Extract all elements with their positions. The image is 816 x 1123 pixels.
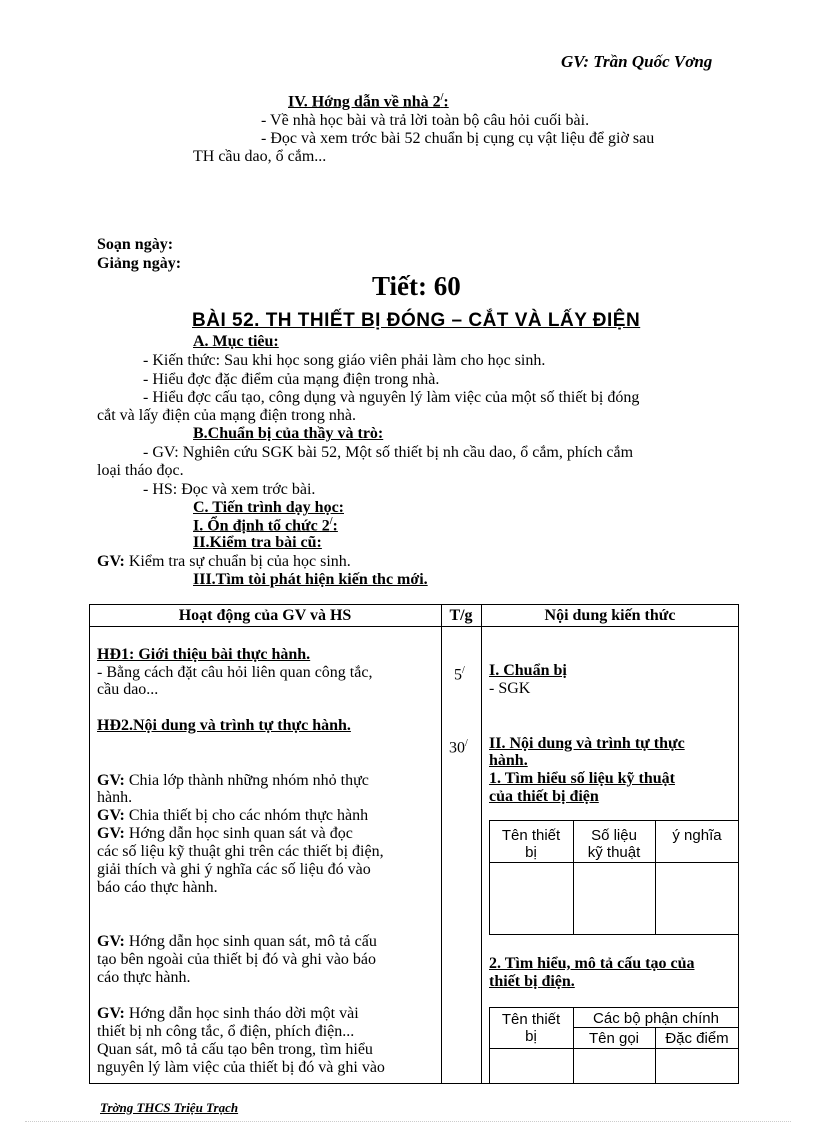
r4-title-line-1: 2. Tìm hiểu, mô tả cấu tạo của	[489, 955, 695, 972]
table-divider-2	[481, 604, 482, 1084]
time-2	[449, 735, 468, 756]
p5-line-1	[97, 1005, 359, 1022]
homework-heading-text: IV. Hớng dẫn về nhà 2	[288, 93, 441, 111]
r1-line-1: - SGK	[489, 680, 531, 697]
structure-col-device-l1: Tên thiết	[501, 1011, 561, 1028]
homework-time-mark: /	[440, 92, 444, 103]
tech-col-specs-l1: Số liệu	[591, 827, 637, 844]
giang-ngay: Giảng ngày:	[97, 255, 182, 272]
p5-line-2: thiết bị nh công tắc, ổ điện, phích điện...	[97, 1023, 355, 1040]
gv-check-text: Kiểm tra sự chuẩn bị của học sinh.	[124, 553, 351, 570]
homework-line-2: - Đọc và xem trớc bài 52 chuẩn bị cụng cụ vật liệu để giờ sau	[261, 130, 655, 147]
structure-col-feature: Đặc điểm	[665, 1030, 729, 1047]
lesson-title: BÀI 52. TH THIẾT BỊ ĐÓNG – CẮT VÀ LẤY ĐIỆN	[192, 310, 641, 331]
r3-title-line-2: của thiết bị điện	[489, 788, 599, 805]
structure-col-group: Các bộ phận chính	[593, 1010, 719, 1027]
structure-col-device	[489, 1011, 573, 1045]
process-step-1-text: I. Ổn định tổ chức 2	[193, 517, 330, 535]
p5-line-3: Quan sát, mô tả cấu tạo bên trong, tìm hiểu	[97, 1041, 373, 1058]
author-header: GV: Trần Quốc Vơng	[561, 52, 713, 71]
r2-title-line-2: hành.	[489, 752, 528, 769]
homework-line-3: TH cầu dao, ổ cắm...	[193, 148, 327, 165]
p3-line-2: các số liệu kỹ thuật ghi trên các thiết bị điện,	[97, 843, 384, 860]
prep-line-3: - HS: Đọc và xem trớc bài.	[143, 481, 316, 498]
tech-col-device	[489, 827, 573, 861]
objective-line-1: - Kiến thức: Sau khi học song giáo viên phải làm cho học sinh.	[143, 352, 546, 369]
prep-line-2: loại tháo đọc.	[97, 462, 184, 479]
table-header-line	[89, 626, 739, 627]
p1-text: Chia lớp thành những nhóm nhỏ thực	[124, 772, 369, 789]
p3-text: Hớng dẫn học sinh quan sát và đọc	[124, 825, 353, 842]
p3-gv: GV:	[97, 825, 125, 842]
p5-line-4: nguyên lý làm việc của thiết bị đó và ghi vào	[97, 1059, 385, 1076]
time-2-value: 30	[449, 739, 465, 757]
col-header-time: T/g	[449, 607, 473, 624]
tech-col-meaning: ý nghĩa	[672, 827, 722, 844]
tech-col-device-l2: bị	[525, 844, 537, 861]
process-heading: C. Tiến trình dạy học:	[193, 499, 344, 516]
objective-line-3: - Hiểu đợc cấu tạo, công dụng và nguyên lý làm việc của một số thiết bị đóng	[143, 389, 640, 406]
col-header-activity: Hoạt động của GV và HS	[178, 607, 352, 624]
p1-line-2: hành.	[97, 789, 133, 806]
p5-text: Hớng dẫn học sinh tháo dời một vài	[124, 1005, 359, 1022]
soan-ngay: Soạn ngày:	[97, 236, 174, 253]
tech-specs-header-line	[489, 862, 739, 863]
objective-line-2: - Hiểu đợc đặc điểm của mạng điện trong nhà.	[143, 371, 440, 388]
time-1	[454, 662, 465, 683]
homework-heading: IV. Hớng dẫn về nhà 2/:	[288, 92, 449, 111]
structure-group-line	[573, 1027, 739, 1028]
r1-title: I. Chuẩn bị	[489, 662, 567, 679]
p1-line-1	[97, 772, 369, 789]
time-2-mark: /	[465, 738, 468, 749]
gv-label: GV:	[97, 553, 125, 570]
p3-line-4: báo cáo thực hành.	[97, 879, 218, 896]
lesson-number: Tiết: 60	[372, 271, 461, 301]
homework-line-1: - Về nhà học bài và trả lời toàn bộ câu hỏi cuối bài.	[261, 112, 590, 129]
r3-title-line-1: 1. Tìm hiểu số liệu kỹ thuật	[489, 770, 675, 787]
p2-text: Chia thiết bị cho các nhóm thực hành	[124, 807, 369, 824]
time-1-value: 5	[454, 666, 462, 684]
structure-col-device-l2: bị	[525, 1028, 537, 1045]
hd2-title: HĐ2.Nội dung và trình tự thực hành.	[97, 717, 351, 734]
structure-header-line	[489, 1048, 739, 1049]
p4-text: Hớng dẫn học sinh quan sát, mô tả cấu	[124, 933, 377, 950]
prep-heading: B.Chuẩn bị của thầy và trò:	[193, 425, 384, 442]
p2-gv: GV:	[97, 807, 125, 824]
r4-title-line-2: thiết bị điện.	[489, 973, 575, 990]
tech-col-specs	[573, 827, 655, 861]
hd1-line-2: cầu dao...	[97, 681, 159, 698]
process-step-1-mark: /	[329, 516, 333, 527]
process-step-3: III.Tìm tòi phát hiện kiến thc mới.	[193, 571, 428, 588]
p4-line-1	[97, 933, 377, 950]
tech-col-specs-l2: kỹ thuật	[587, 844, 641, 861]
p4-gv: GV:	[97, 933, 125, 950]
p1-gv: GV:	[97, 772, 125, 789]
time-1-mark: /	[462, 665, 465, 676]
p3-line-1	[97, 825, 353, 842]
hd1-title: HĐ1: Giới thiệu bài thực hành.	[97, 646, 311, 663]
table-divider-1	[441, 604, 442, 1084]
p4-line-3: cáo thực hành.	[97, 969, 191, 986]
process-step-1: I. Ổn định tổ chức 2/:	[193, 516, 338, 535]
hd1-line-1: - Bằng cách đặt câu hỏi liên quan công tắc,	[97, 664, 373, 681]
objective-line-4: cắt và lấy điện của mạng điện trong nhà.	[97, 407, 357, 424]
col-header-content: Nội dung kiến thức	[544, 607, 676, 624]
p3-line-3: giải thích và ghi ý nghĩa các số liệu đó vào	[97, 861, 371, 878]
p4-line-2: tạo bên ngoài của thiết bị đó và ghi vào báo	[97, 951, 377, 968]
p2-line-1	[97, 807, 368, 824]
p5-gv: GV:	[97, 1005, 125, 1022]
process-gv-check	[97, 553, 351, 571]
objectives-heading: A. Mục tiêu:	[193, 333, 279, 350]
page-bottom-rule	[25, 1121, 791, 1122]
tech-col-device-l1: Tên thiết	[501, 827, 561, 844]
process-step-2: II.Kiểm tra bài cũ:	[193, 534, 322, 551]
r2-title-line-1: II. Nội dung và trình tự thực	[489, 735, 685, 752]
structure-col-name: Tên gọi	[588, 1030, 640, 1047]
footer-school: Trờng THCS Triệu Trạch	[100, 1100, 239, 1115]
prep-line-1: - GV: Nghiên cứu SGK bài 52, Một số thiết bị nh cầu dao, ổ cắm, phích cắm	[143, 444, 634, 461]
